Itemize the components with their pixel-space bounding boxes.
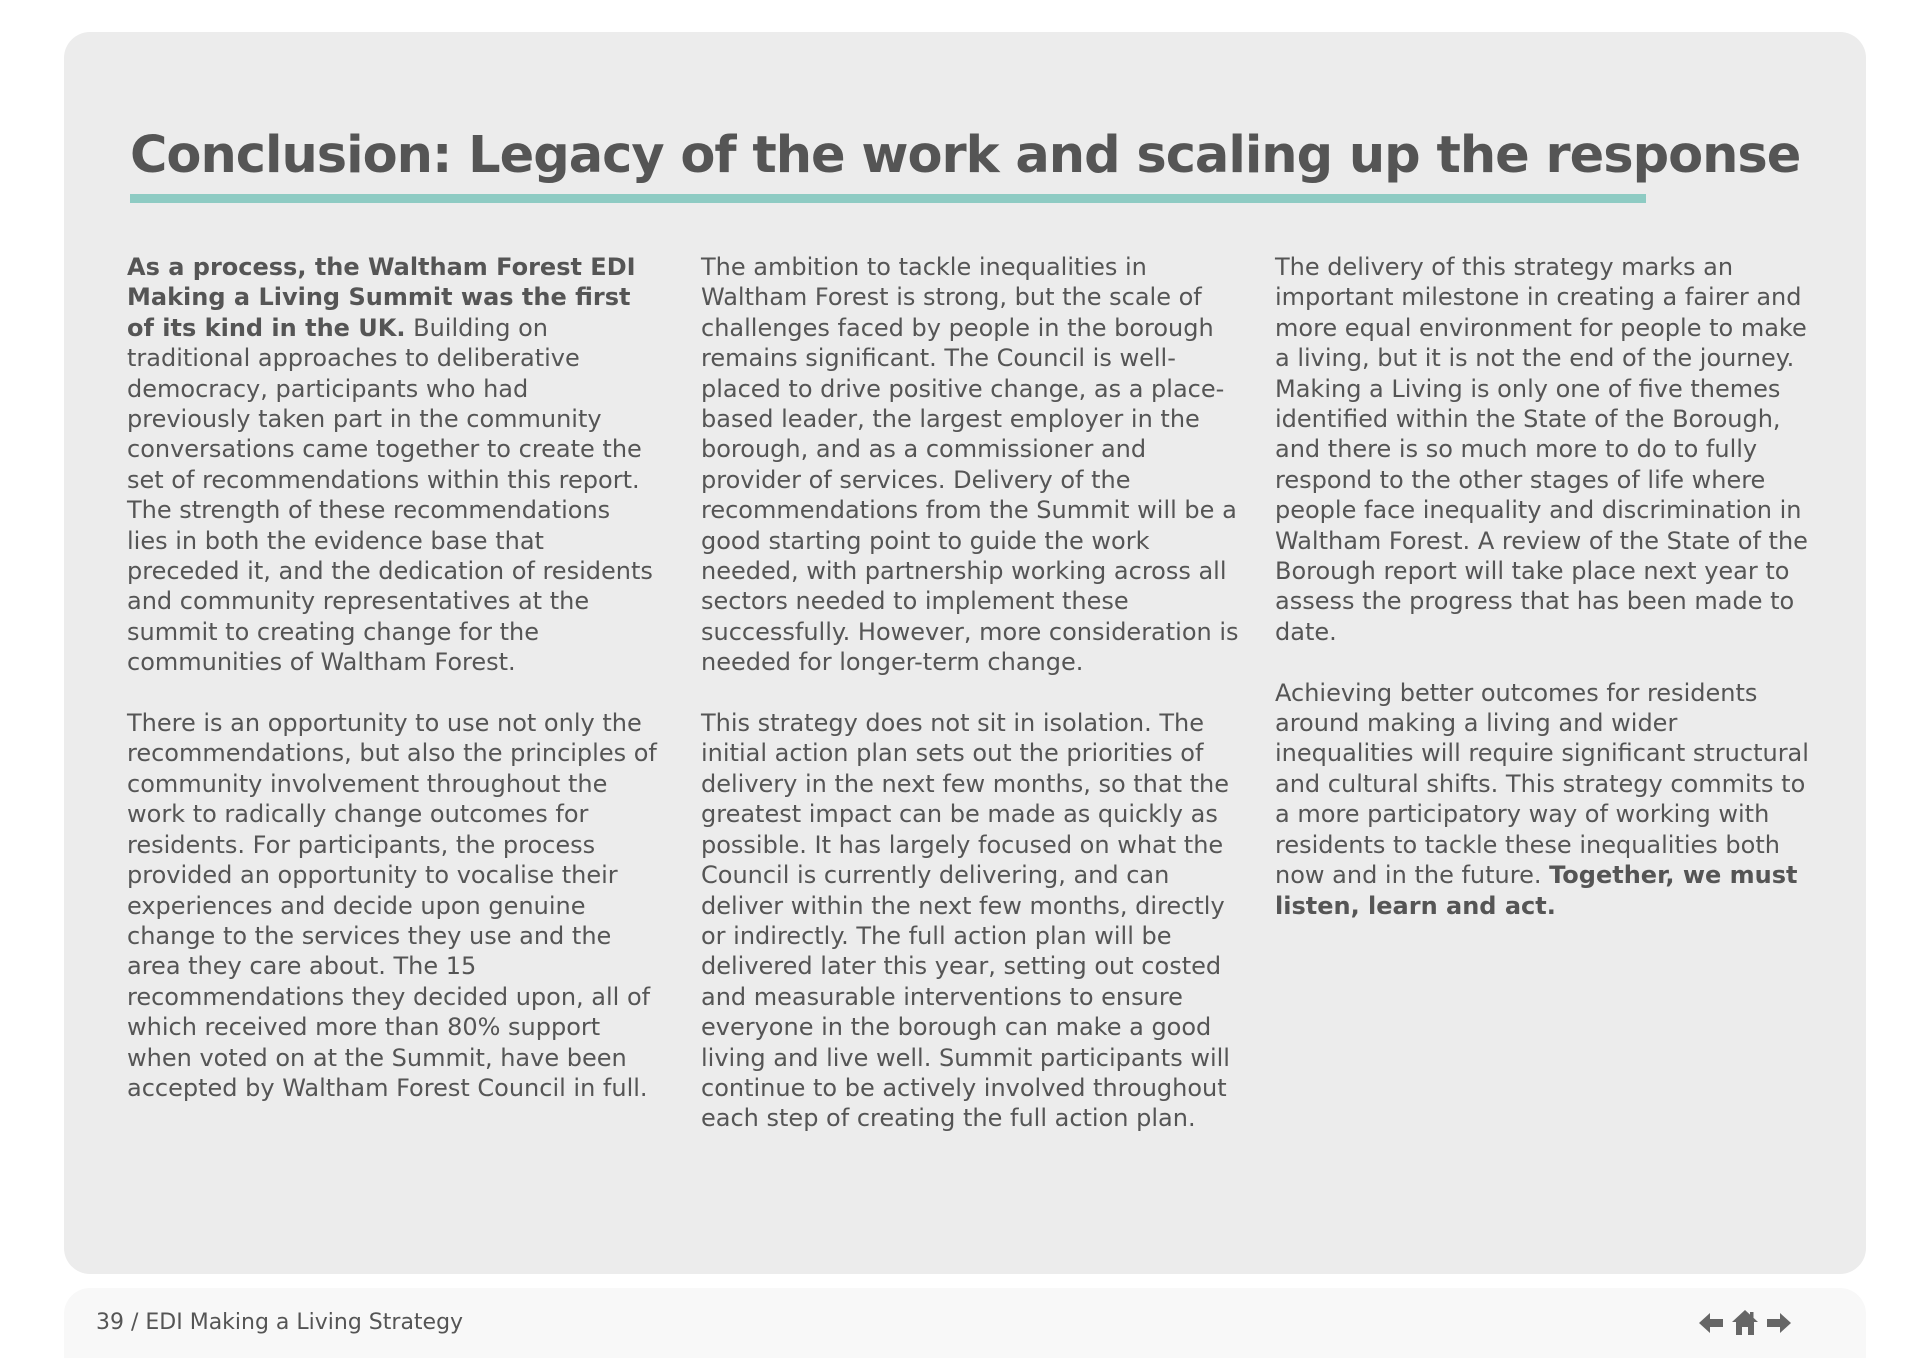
- page-navigation: [1696, 1308, 1794, 1338]
- text-column-1: [127, 252, 657, 1134]
- heading-block: [130, 118, 1801, 203]
- text-column-3: [1275, 252, 1815, 951]
- paragraph: [127, 708, 657, 1103]
- arrow-right-icon[interactable]: [1764, 1308, 1794, 1338]
- paragraph-text: Achieving better outcomes for residents around making a living and wider inequalities will require significant structural and cultural shifts. This strategy commits to a more participatory way of working with residents to tackle these inequalities both now and in the future.: [1275, 678, 1809, 890]
- paragraph-text: The delivery of this strategy marks an important milestone in creating a fairer and more equal environment for people to make a living, but it is not the end of the journey. Making a Living is only one of five themes identified within the State of the Borough, and there is so much more to do to fully respond to the other stages of life where people face inequality and discrimination in Waltham Forest. A review of the State of the Borough report will take place next year to assess the progress that has been made to date.: [1275, 253, 1808, 646]
- text-column-2: [701, 252, 1241, 1164]
- paragraph: [127, 252, 657, 678]
- arrow-left-icon[interactable]: [1696, 1308, 1726, 1338]
- home-icon[interactable]: [1730, 1308, 1760, 1338]
- paragraph: [1275, 678, 1815, 921]
- paragraph: [701, 708, 1241, 1134]
- footer-page-label: 39 / EDI Making a Living Strategy: [96, 1310, 464, 1335]
- content-card: [64, 32, 1866, 1274]
- paragraph-text: There is an opportunity to use not only the recommendations, but also the principles of community involvement throughout the work to radically change outcomes for residents. For participants, the process provided an opportunity to vocalise their experiences and decide upon genuine change to the services they use and the area they care about. The 15 recommendations they decided upon, all of which received more than 80% support when voted on at the Summit, have been accepted by Waltham Forest Council in full.: [127, 709, 657, 1102]
- bold-closing: Together, we must listen, learn and act.: [1275, 861, 1798, 920]
- paragraph: [701, 252, 1241, 678]
- paragraph-text: Building on traditional approaches to deliberative democracy, participants who had previously taken part in the community conversations came together to create the set of recommendations within this report. The strength of these recommendations lies in both the evidence base that preceded it, and the dedication of residents and community representatives at the summit to creating change for the communities of Waltham Forest.: [127, 313, 653, 677]
- title-underline: [130, 194, 1646, 203]
- page-title: Conclusion: Legacy of the work and scaling up the response: [130, 126, 1801, 185]
- paragraph-text: This strategy does not sit in isolation. The initial action plan sets out the priorities of delivery in the next few months, so that the greatest impact can be made as quickly as possible. It has largely focused on what the Council is currently delivering, and can deliver within the next few months, directly or indirectly. The full action plan will be delivered later this year, setting out costed and measurable interventions to ensure everyone in the borough can make a good living and live well. Summit participants will continue to be actively involved throughout each step of creating the full action plan.: [701, 709, 1230, 1133]
- paragraph: [1275, 252, 1815, 647]
- page-footer: [64, 1288, 1866, 1358]
- paragraph-text: The ambition to tackle inequalities in Waltham Forest is strong, but the scale of challenges faced by people in the borough remains significant. The Council is well-placed to drive positive change, as a place-based leader, the largest employer in the borough, and as a commissioner and provider of services. Delivery of the recommendations from the Summit will be a good starting point to guide the work needed, with partnership working across all sectors needed to implement these successfully. However, more consideration is needed for longer-term change.: [701, 253, 1239, 677]
- bold-lead: As a process, the Waltham Forest EDI Making a Living Summit was the first of its kind in the UK.: [127, 253, 636, 342]
